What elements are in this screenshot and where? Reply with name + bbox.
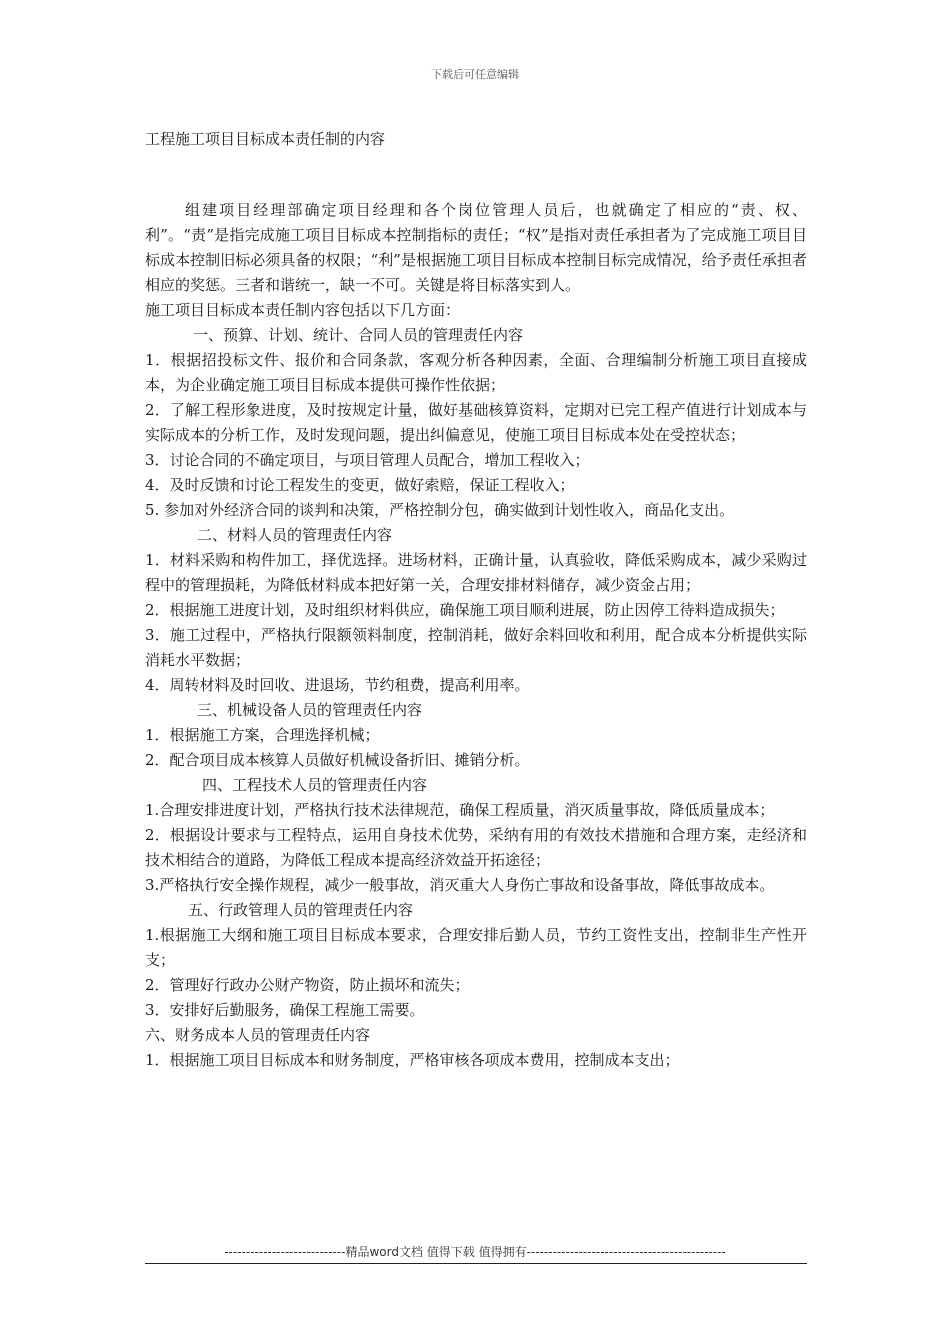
intro-paragraph: 组建项目经理部确定项目经理和各个岗位管理人员后，也就确定了相应的“责、权、利”。“责”是指完成施工项目目标成本控制指标的责任；“权”是指对责任承担者为了完成施工项目目标成本控制旧标必须具备的权限；“利”是根据施工项目目标成本控制目标完成情况，给予责任承担者相应的奖惩。三者和谐统一，缺一不可。关键是将目标落实到人。	[145, 201, 807, 294]
list-item: 3．安排好后勤服务，确保工程施工需要。	[145, 1001, 425, 1019]
page-header: 下载后可任意编辑	[431, 68, 519, 81]
list-item: 5. 参加对外经济合同的谈判和决策，严格控制分包，确实做到计划性收入，商品化支出。	[145, 501, 735, 519]
list-item: 1．根据招投标文件、报价和合同条款，客观分析各种因素，全面、合理编制分析施工项目直接成本，为企业确定施工项目目标成本提供可操作性依据；	[145, 351, 807, 394]
list-item: 4．及时反馈和讨论工程发生的变更，做好索赔，保证工程收入；	[145, 476, 575, 494]
list-item: 2．根据施工进度计划，及时组织材料供应，确保施工项目顺利进展，防止因停工待料造成损失；	[145, 601, 785, 619]
section-heading-4: 四、工程技术人员的管理责任内容	[202, 776, 428, 794]
list-item: 4．周转材料及时回收、进退场，节约租费，提高利用率。	[145, 676, 530, 694]
list-item: 1．材料采购和构件加工，择优选择。进场材料，正确计量，认真验收，降低采购成本，减少采购过程中的管理损耗，为降低材料成本把好第一关，合理安排材料储存，减少资金占用；	[145, 551, 807, 594]
list-item: 3．施工过程中，严格执行限额领料制度，控制消耗，做好余料回收和利用，配合成本分析提供实际消耗水平数据；	[145, 626, 807, 669]
section-heading-2: 二、材料人员的管理责任内容	[197, 526, 393, 544]
list-item: 1．根据施工项目目标成本和财务制度，严格审核各项成本费用，控制成本支出；	[145, 1051, 680, 1069]
section-heading-3: 三、机械设备人员的管理责任内容	[197, 701, 423, 719]
list-item: 3.严格执行安全操作规程，减少一般事故，消灭重大人身伤亡事故和设备事故，降低事故成本。	[145, 876, 775, 894]
footer-divider	[145, 1263, 807, 1264]
page-footer: ----------------------------精品word文档 值得下载 值得拥有----------------------------------------------	[224, 1245, 726, 1259]
section-heading-5: 五、行政管理人员的管理责任内容	[188, 901, 414, 919]
section-heading-1: 一、预算、计划、统计、合同人员的管理责任内容	[193, 326, 524, 344]
list-item: 2．配合项目成本核算人员做好机械设备折旧、摊销分析。	[145, 751, 530, 769]
list-item: 2．管理好行政办公财产物资，防止损坏和流失；	[145, 976, 470, 994]
lead-paragraph: 施工项目目标成本责任制内容包括以下几方面：	[145, 301, 461, 319]
list-item: 1．根据施工方案，合理选择机械；	[145, 726, 380, 744]
list-item: 2．根据设计要求与工程特点，运用自身技术优势，采纳有用的有效技术措施和合理方案，走经济和技术相结合的道路，为降低工程成本提高经济效益开拓途径；	[145, 826, 807, 869]
list-item: 1.合理安排进度计划，严格执行技术法律规范，确保工程质量，消灭质量事故，降低质量成本；	[145, 801, 775, 819]
section-heading-6: 六、财务成本人员的管理责任内容	[145, 1026, 371, 1044]
list-item: 1.根据施工大纲和施工项目目标成本要求，合理安排后勤人员，节约工资性支出，控制非生产性开支；	[145, 926, 807, 969]
list-item: 2．了解工程形象进度，及时按规定计量，做好基础核算资料，定期对已完工程产值进行计划成本与实际成本的分析工作，及时发现问题，提出纠偏意见，使施工项目目标成本处在受控状态；	[145, 401, 807, 444]
document-body	[145, 198, 807, 1073]
document-title: 工程施工项目目标成本责任制的内容	[145, 130, 386, 148]
list-item: 3．讨论合同的不确定项目，与项目管理人员配合，增加工程收入；	[145, 451, 590, 469]
